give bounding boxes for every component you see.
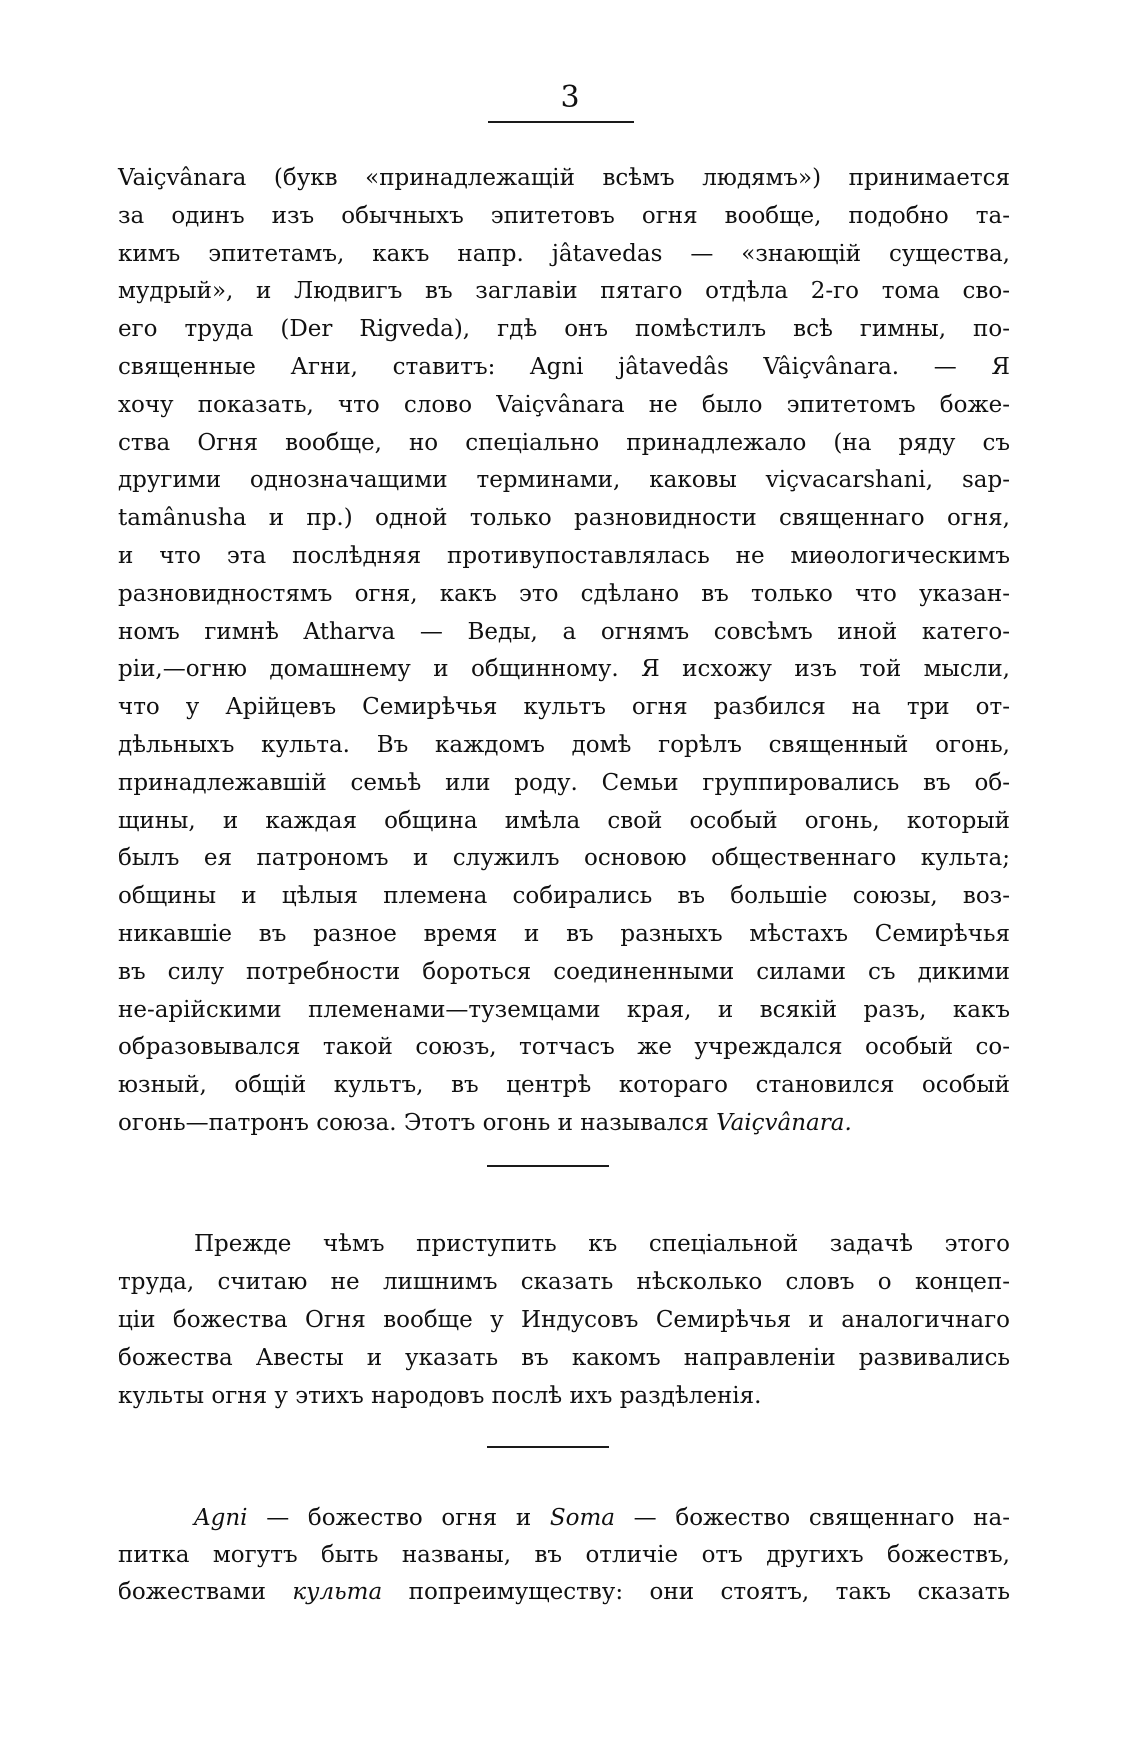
text-line: священные Агни, ставитъ: Agni jâtavedâs Vâiçvânara. — Я xyxy=(118,353,1010,380)
text-line: божества Авесты и указать въ какомъ направленіи развивались xyxy=(118,1345,1010,1371)
text-line: культы огня у этихъ народовъ послѣ ихъ раздѣленія. xyxy=(118,1383,762,1409)
text-line: общины и цѣлыя племена собирались въ большіе союзы, воз- xyxy=(118,883,1010,910)
text-line: и что эта послѣдняя противупоставлялась не миѳологическимъ xyxy=(118,542,1010,569)
text-line: разновидностямъ огня, какъ это сдѣлано въ только что указан- xyxy=(118,580,1010,607)
text-line: дѣльныхъ культа. Въ каждомъ домѣ горѣлъ священный огонь, xyxy=(118,731,1010,758)
text-line: кимъ эпитетамъ, какъ напр. jâtavedas — «знающій существа, xyxy=(118,240,1010,267)
text-line: не-арійскими племенами—туземцами края, и всякій разъ, какъ xyxy=(118,996,1010,1023)
text-line: принадлежавшій семьѣ или роду. Семьи группировались въ об- xyxy=(118,769,1010,796)
text-line: его труда (Der Rigveda), гдѣ онъ помѣстилъ всѣ гимны, по- xyxy=(118,316,1010,343)
text-line: ріи,—огню домашнему и общинному. Я исхожу изъ той мысли, xyxy=(118,656,1010,683)
text-line: юзный, общій культъ, въ центрѣ котораго становился особый xyxy=(118,1072,1010,1099)
italic-term: Vaiçvânara. xyxy=(716,1109,852,1136)
text-run: огонь—патронъ союза. Этотъ огонь и назывался xyxy=(118,1109,717,1136)
text-line: труда, считаю не лишнимъ сказать нѣсколько словъ о концеп- xyxy=(118,1269,1010,1295)
section-rule xyxy=(487,1165,609,1167)
text-line: образовывался такой союзъ, тотчасъ же учреждался особый со- xyxy=(118,1034,1010,1061)
header-rule xyxy=(488,121,634,123)
text-line: Vaiçvânara (букв «принадлежащій всѣмъ людямъ») принимается xyxy=(118,165,1010,191)
page-number: 3 xyxy=(560,80,580,115)
italic-term: культа xyxy=(292,1579,383,1605)
text-line xyxy=(118,1574,1010,1611)
text-line: Прежде чѣмъ приступить къ спеціальной задачѣ этого xyxy=(194,1231,1010,1257)
italic-term: Soma xyxy=(549,1505,615,1531)
text-line: питка могутъ быть названы, въ отличіе отъ другихъ божествъ, xyxy=(118,1542,1010,1568)
text-line: другими однозначащими терминами, каковы viçvacarshani, sap- xyxy=(118,467,1010,494)
text-line: хочу показать, что слово Vaiçvânara не было эпитетомъ боже- xyxy=(118,391,1010,418)
text-line: за одинъ изъ обычныхъ эпитетовъ огня вообще, подобно та- xyxy=(118,202,1010,229)
text-line: щины, и каждая община имѣла свой особый огонь, который xyxy=(118,807,1010,834)
text-line xyxy=(118,1500,1010,1537)
paragraph-1 xyxy=(118,160,1010,1143)
text-line: tamânusha и пр.) одной только разновидности священнаго огня, xyxy=(118,505,1010,532)
text-line: въ силу потребности бороться соединенными силами съ дикими xyxy=(118,958,1010,985)
paragraph-2 xyxy=(118,1225,1010,1415)
paragraph-3 xyxy=(118,1500,1010,1611)
text-line: ства Огня вообще, но спеціально принадлежало (на ряду съ xyxy=(118,429,1010,456)
text-run: — божество священнаго на- xyxy=(614,1505,1010,1531)
text-run: божествами xyxy=(118,1579,293,1605)
italic-term: Agni xyxy=(194,1505,248,1531)
text-line: номъ гимнѣ Atharva — Веды, а огнямъ совсѣмъ иной катего- xyxy=(118,618,1010,645)
text-line: ціи божества Огня вообще у Индусовъ Семирѣчья и аналогичнаго xyxy=(118,1307,1010,1333)
text-line: что у Арійцевъ Семирѣчья культъ огня разбился на три от- xyxy=(118,694,1010,721)
text-line xyxy=(118,1105,1010,1143)
text-line: мудрый», и Людвигъ въ заглавіи пятаго отдѣла 2-го тома сво- xyxy=(118,278,1010,305)
text-run: попреимуществу: они стоятъ, такъ сказать xyxy=(382,1579,1010,1605)
text-line: былъ ея патрономъ и служилъ основою общественнаго культа; xyxy=(118,845,1010,872)
section-rule xyxy=(487,1446,609,1448)
text-line: никавшіе въ разное время и въ разныхъ мѣстахъ Семирѣчья xyxy=(118,920,1010,947)
text-run: — божество огня и xyxy=(247,1505,550,1531)
